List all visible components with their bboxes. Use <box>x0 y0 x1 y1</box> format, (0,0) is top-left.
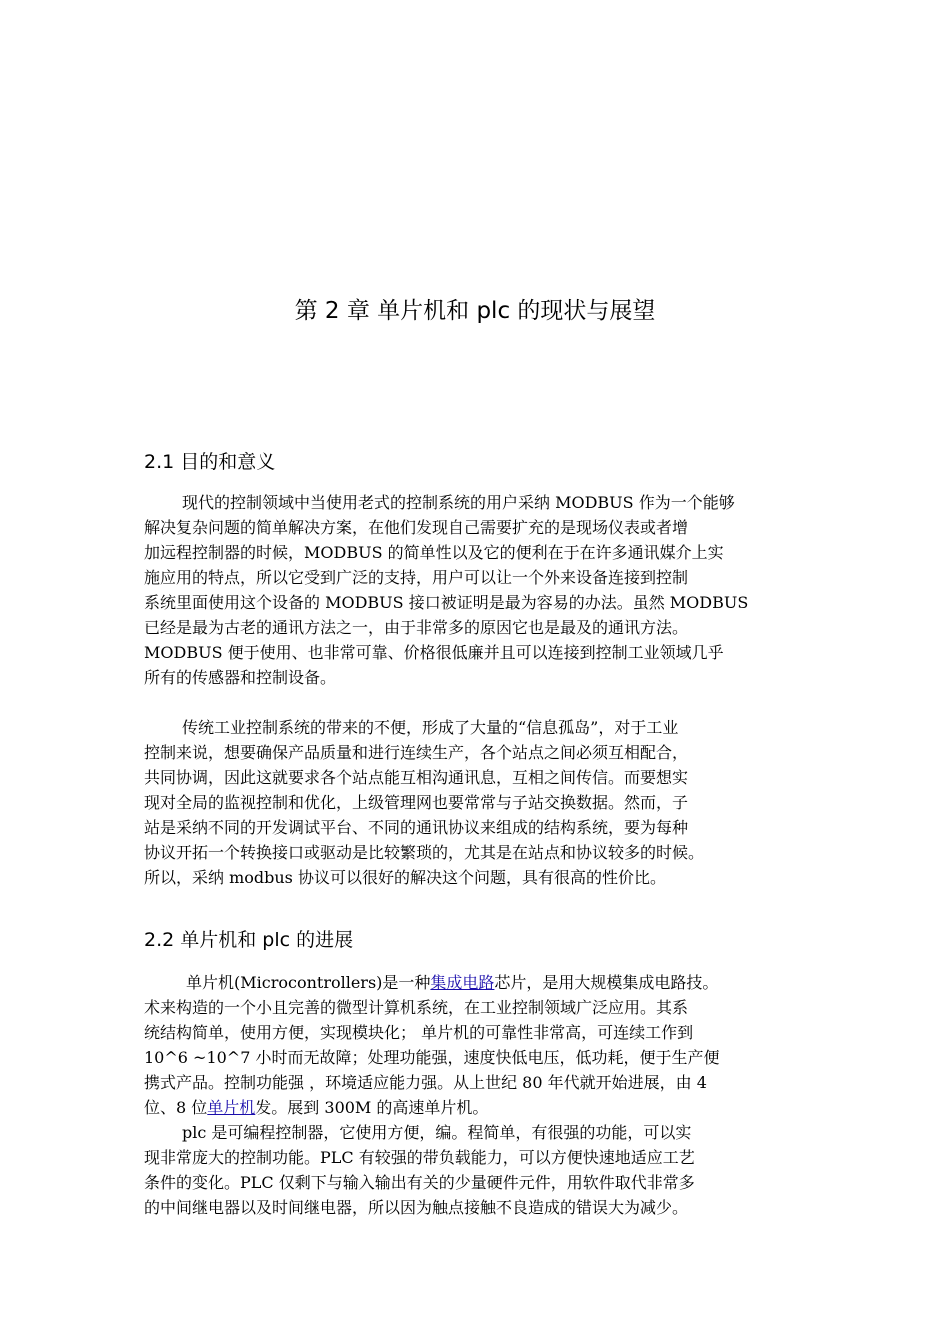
paragraph-line: 现非常庞大的控制功能。PLC 有较强的带负载能力，可以方便快速地适应工艺 <box>144 1148 695 1167</box>
paragraph-line: 现代的控制领域中当使用老式的控制系统的用户采纳 MODBUS 作为一个能够 <box>182 493 735 512</box>
paragraph-line: 的中间继电器以及时间继电器，所以因为触点接触不良造成的错误大为减少。 <box>144 1198 689 1217</box>
text-segment: 发。展到 300M 的高速单片机。 <box>255 1098 489 1117</box>
paragraph-line: 协议开拓一个转换接口或驱动是比较繁琐的，尤其是在站点和协议较多的时候。 <box>144 843 705 862</box>
microcontroller-link[interactable]: 单片机 <box>207 1098 256 1117</box>
paragraph-line: 所有的传感器和控制设备。 <box>144 668 337 687</box>
paragraph-microcontroller <box>144 970 824 1120</box>
section-heading-2-1: 2.1 目的和意义 <box>144 451 276 473</box>
paragraph-line: MODBUS 便于使用、也非常可靠、价格很低廉并且可以连接到控制工业领域几乎 <box>144 643 724 662</box>
paragraph-line: 10^6 ~10^7 小时而无故障；处理功能强，速度快低电压，低功耗，便于生产便 <box>144 1048 720 1067</box>
paragraph-line: 条件的变化。PLC 仅剩下与输入输出有关的少量硬件元件，用软件取代非常多 <box>144 1173 695 1192</box>
paragraph-line: 加远程控制器的时候，MODBUS 的简单性以及它的便利在于在许多通讯媒介上实 <box>144 543 724 562</box>
paragraph-line: 传统工业控制系统的带来的不便，形成了大量的“信息孤岛”，对于工业 <box>182 718 679 737</box>
paragraph-line: 系统里面使用这个设备的 MODBUS 接口被证明是最为容易的办法。虽然 MODBUS <box>144 593 749 612</box>
paragraph-line: 站是采纳不同的开发调试平台、不同的通讯协议来组成的结构系统，要为每种 <box>144 818 689 837</box>
text-segment: 位、8 位 <box>144 1098 208 1117</box>
paragraph-line: 统结构简单，使用方便，实现模块化； 单片机的可靠性非常高，可连续工作到 <box>144 1023 694 1042</box>
paragraph-purpose-modbus <box>144 490 824 690</box>
paragraph-information-islands <box>144 715 824 890</box>
text-segment: 芯片，是用大规模集成电路技。 <box>494 973 719 992</box>
paragraph-line: 施应用的特点，所以它受到广泛的支持，用户可以让一个外来设备连接到控制 <box>144 568 689 587</box>
paragraph-line: 携式产品。控制功能强 ，环境适应能力强。从上世纪 80 年代就开始进展，由 4 <box>144 1073 707 1092</box>
paragraph-line <box>144 1095 824 1120</box>
paragraph-line: 已经是最为古老的通讯方法之一，由于非常多的原因它也是最及的通讯方法。 <box>144 618 689 637</box>
paragraph-line: 术来构造的一个小且完善的微型计算机系统，在工业控制领域广泛应用。其系 <box>144 998 689 1017</box>
paragraph-line: 现对全局的监视控制和优化，上级管理网也要常常与子站交换数据。然而，子 <box>144 793 689 812</box>
paragraph-plc <box>144 1120 824 1220</box>
integrated-circuit-link[interactable]: 集成电路 <box>430 973 495 992</box>
paragraph-line: 共同协调，因此这就要求各个站点能互相沟通讯息，互相之间传信。而要想实 <box>144 768 689 787</box>
paragraph-line: plc 是可编程控制器，它使用方便，编。程简单，有很强的功能，可以实 <box>182 1123 692 1142</box>
text-segment: 单片机(Microcontrollers)是一种 <box>186 973 431 992</box>
paragraph-line <box>144 970 824 995</box>
paragraph-line: 解决复杂问题的简单解决方案，在他们发现自己需要扩充的是现场仪表或者增 <box>144 518 689 537</box>
section-heading-2-2: 2.2 单片机和 plc 的进展 <box>144 929 354 951</box>
paragraph-line: 所以，采纳 modbus 协议可以很好的解决这个问题，具有很高的性价比。 <box>144 868 666 887</box>
paragraph-line: 控制来说，想要确保产品质量和进行连续生产，各个站点之间必须互相配合， <box>144 743 689 762</box>
chapter-title: 第 2 章 单片机和 plc 的现状与展望 <box>294 298 656 324</box>
